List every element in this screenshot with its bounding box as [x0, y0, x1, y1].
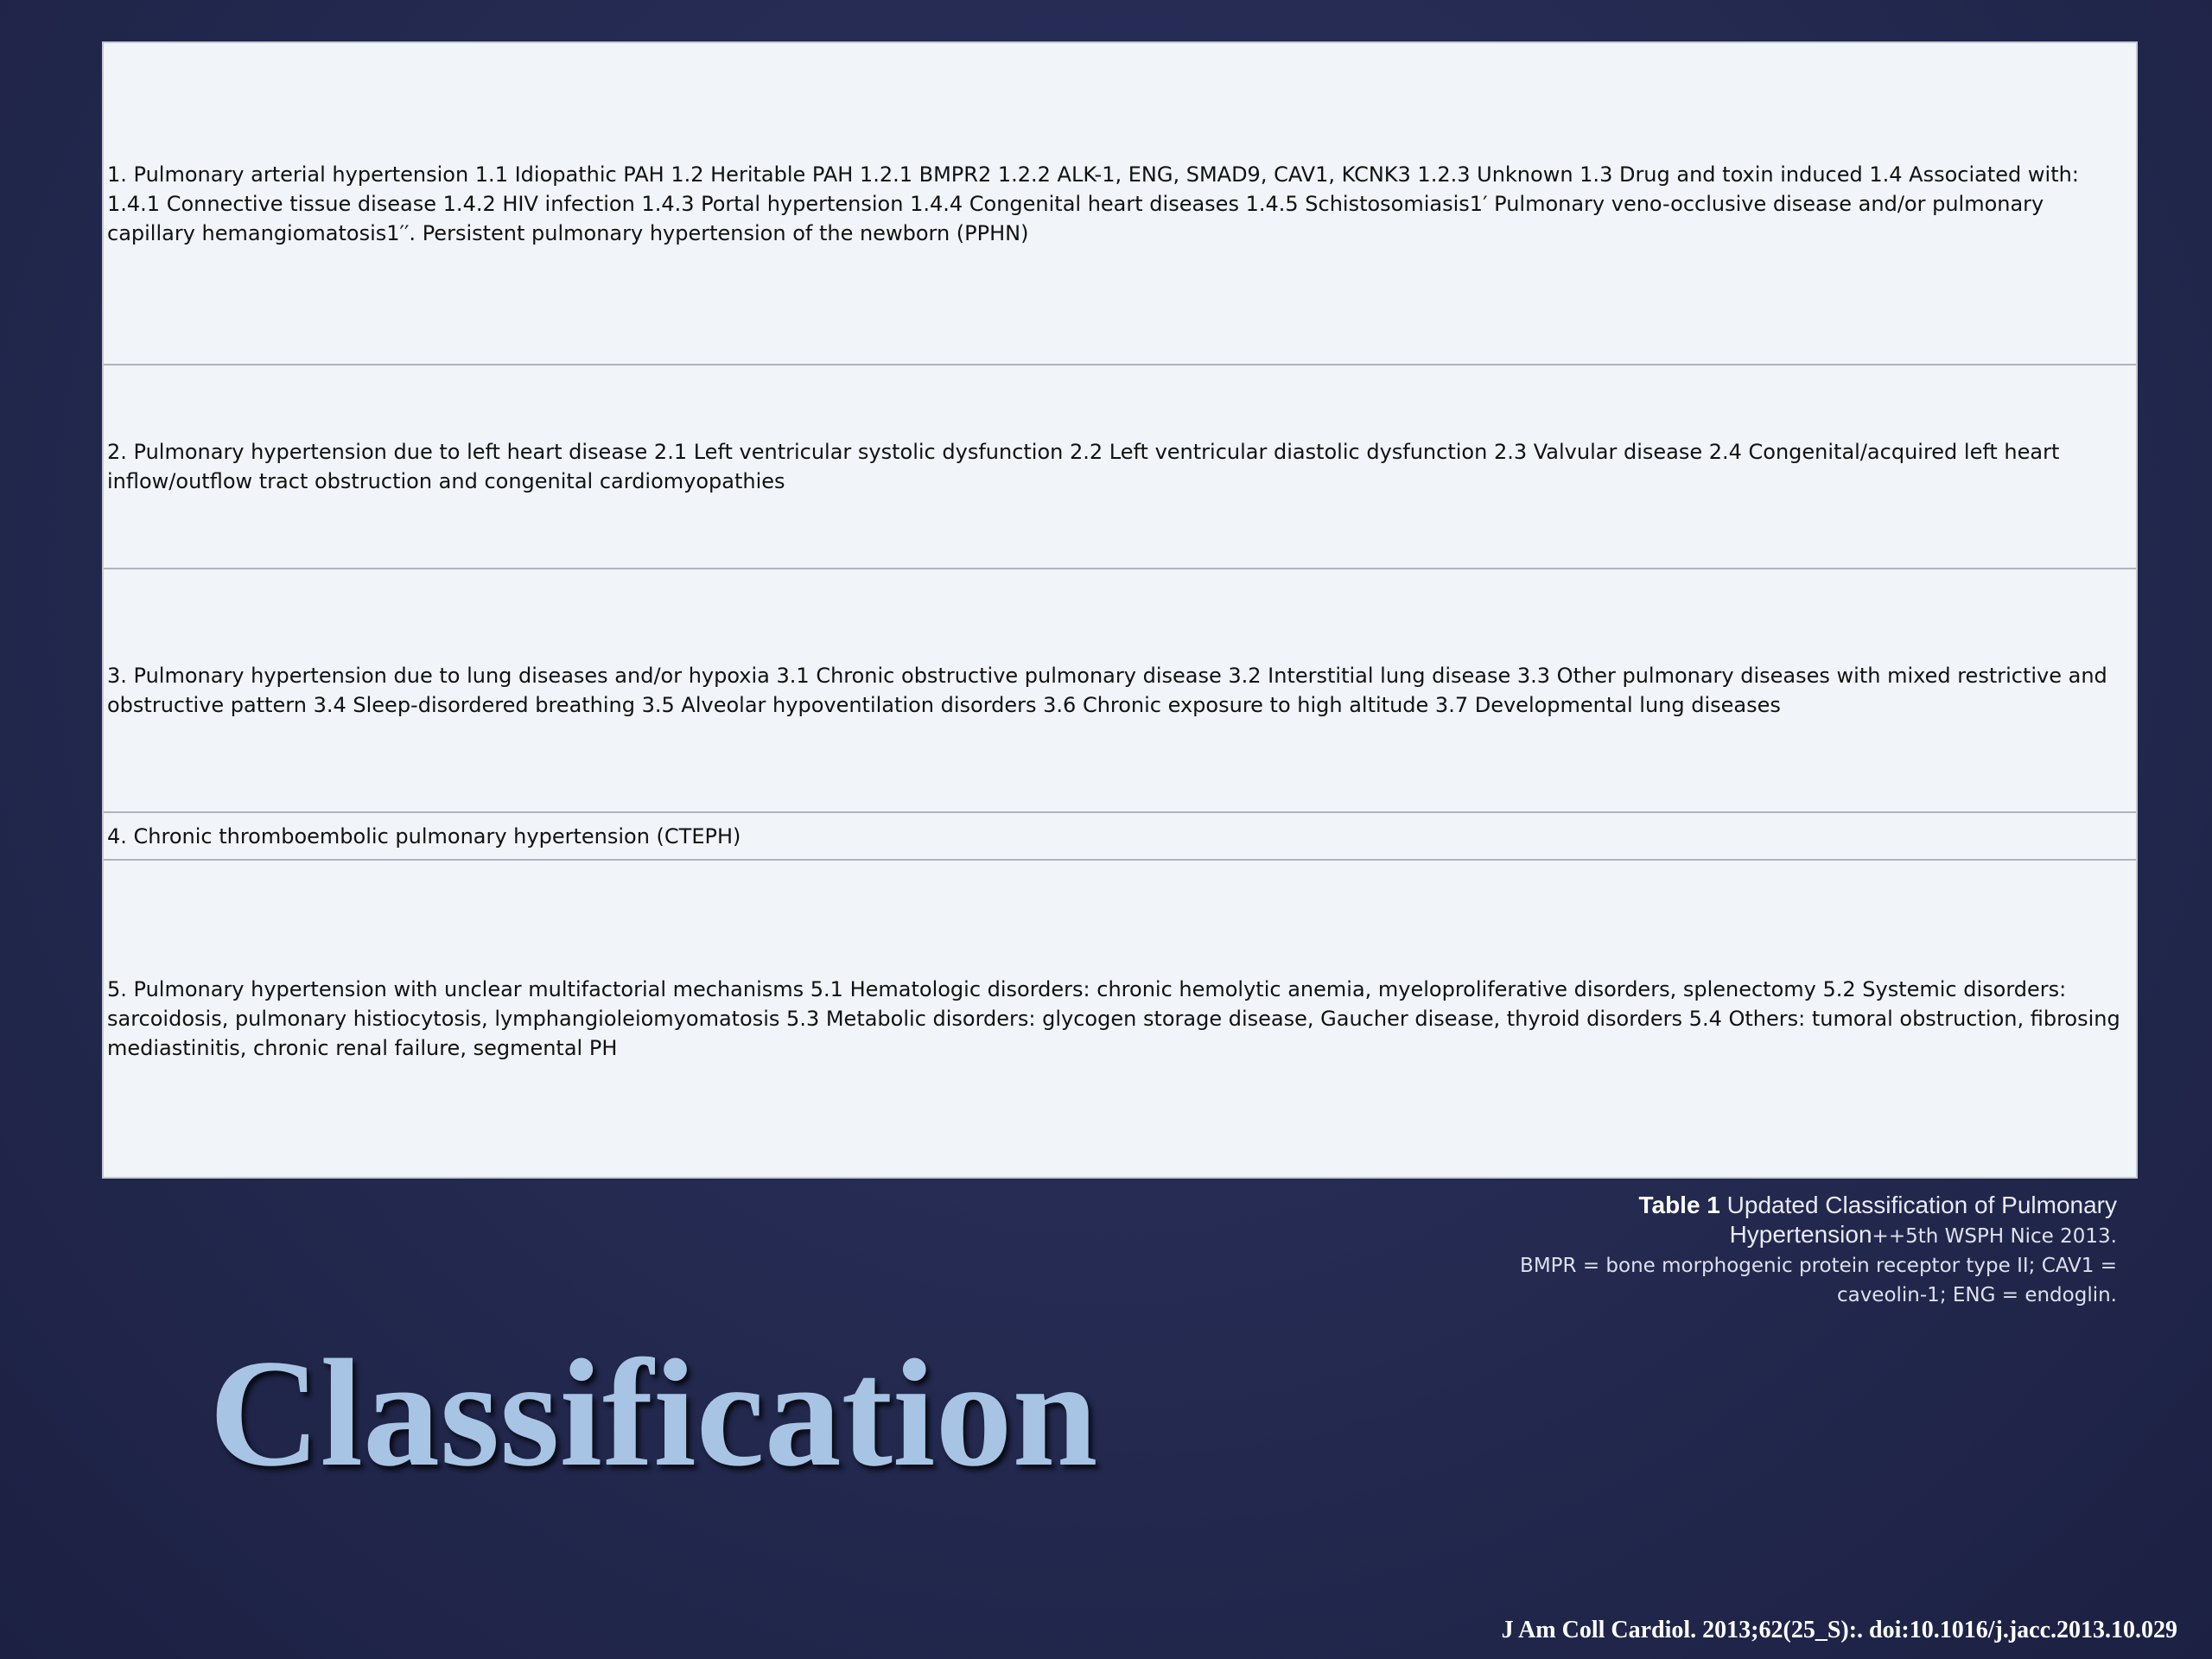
table-row — [104, 365, 2136, 569]
caption-title: Updated Classification of Pulmonary Hypertension — [1719, 1192, 2117, 1248]
caption-abbreviations: BMPR = bone morphogenic protein receptor type II; CAV1 = caveolin-1; ENG = endoglin. — [1520, 1255, 2117, 1306]
slide-title: Classification — [209, 1327, 1098, 1498]
table-row — [104, 569, 2136, 813]
table-cell-group-1: 1. Pulmonary arterial hypertension 1.1 Idiopathic PAH 1.2 Heritable PAH 1.2.1 BMPR2 1.2.2 ALK-1, ENG, SMAD9, CAV1, KCNK3 1.2.3 Unknown 1.3 Drug and toxin induced 1.4 Associated with: 1.4.1 Connective tissue disease 1.4.2 HIV infection 1.4.3 Portal hypertension 1.4.4 Congenital heart diseases 1.4.5 Schistosomiasis1′ Pulmonary veno-occlusive disease and/or pulmonary capillary hemangiomatosis1′′. Persistent pulmonary hypertension of the newborn (PPHN) — [107, 162, 2079, 245]
caption-label: Table 1 — [1638, 1192, 1720, 1218]
table-cell-group-5: 5. Pulmonary hypertension with unclear multifactorial mechanisms 5.1 Hematologic disorders: chronic hemolytic anemia, myeloproliferative disorders, splenectomy 5.2 Systemic disorders: sarcoidosis, pulmonary histiocytosis, lymphangioleiomyomatosis 5.3 Metabolic disorders: glycogen storage disease, Gaucher disease, thyroid disorders 5.4 Others: tumoral obstruction, fibrosing mediastinitis, chronic renal failure, segmental PH — [107, 977, 2120, 1060]
table-row — [104, 813, 2136, 861]
citation: J Am Coll Cardiol. 2013;62(25_S):. doi:10.1016/j.jacc.2013.10.029 — [1501, 1617, 2177, 1643]
classification-table — [102, 41, 2138, 1179]
caption-note: ++5th WSPH Nice 2013. — [1872, 1225, 2117, 1248]
table-cell-group-3: 3. Pulmonary hypertension due to lung diseases and/or hypoxia 3.1 Chronic obstructive pulmonary disease 3.2 Interstitial lung disease 3.3 Other pulmonary diseases with mixed restrictive and obstructive pattern 3.4 Sleep-disordered breathing 3.5 Alveolar hypoventilation disorders 3.6 Chronic exposure to high altitude 3.7 Developmental lung diseases — [107, 664, 2107, 717]
table-row — [104, 861, 2136, 1177]
table-caption — [1460, 1191, 2117, 1310]
table-row — [104, 43, 2136, 365]
caption-title-line — [1460, 1191, 2117, 1251]
table-cell-group-2: 2. Pulmonary hypertension due to left heart disease 2.1 Left ventricular systolic dysfunction 2.2 Left ventricular diastolic dysfunction 2.3 Valvular disease 2.4 Congenital/acquired left heart inflow/outflow tract obstruction and congenital cardiomyopathies — [107, 440, 2060, 493]
table-cell-group-4: 4. Chronic thromboembolic pulmonary hypertension (CTEPH) — [107, 823, 741, 849]
